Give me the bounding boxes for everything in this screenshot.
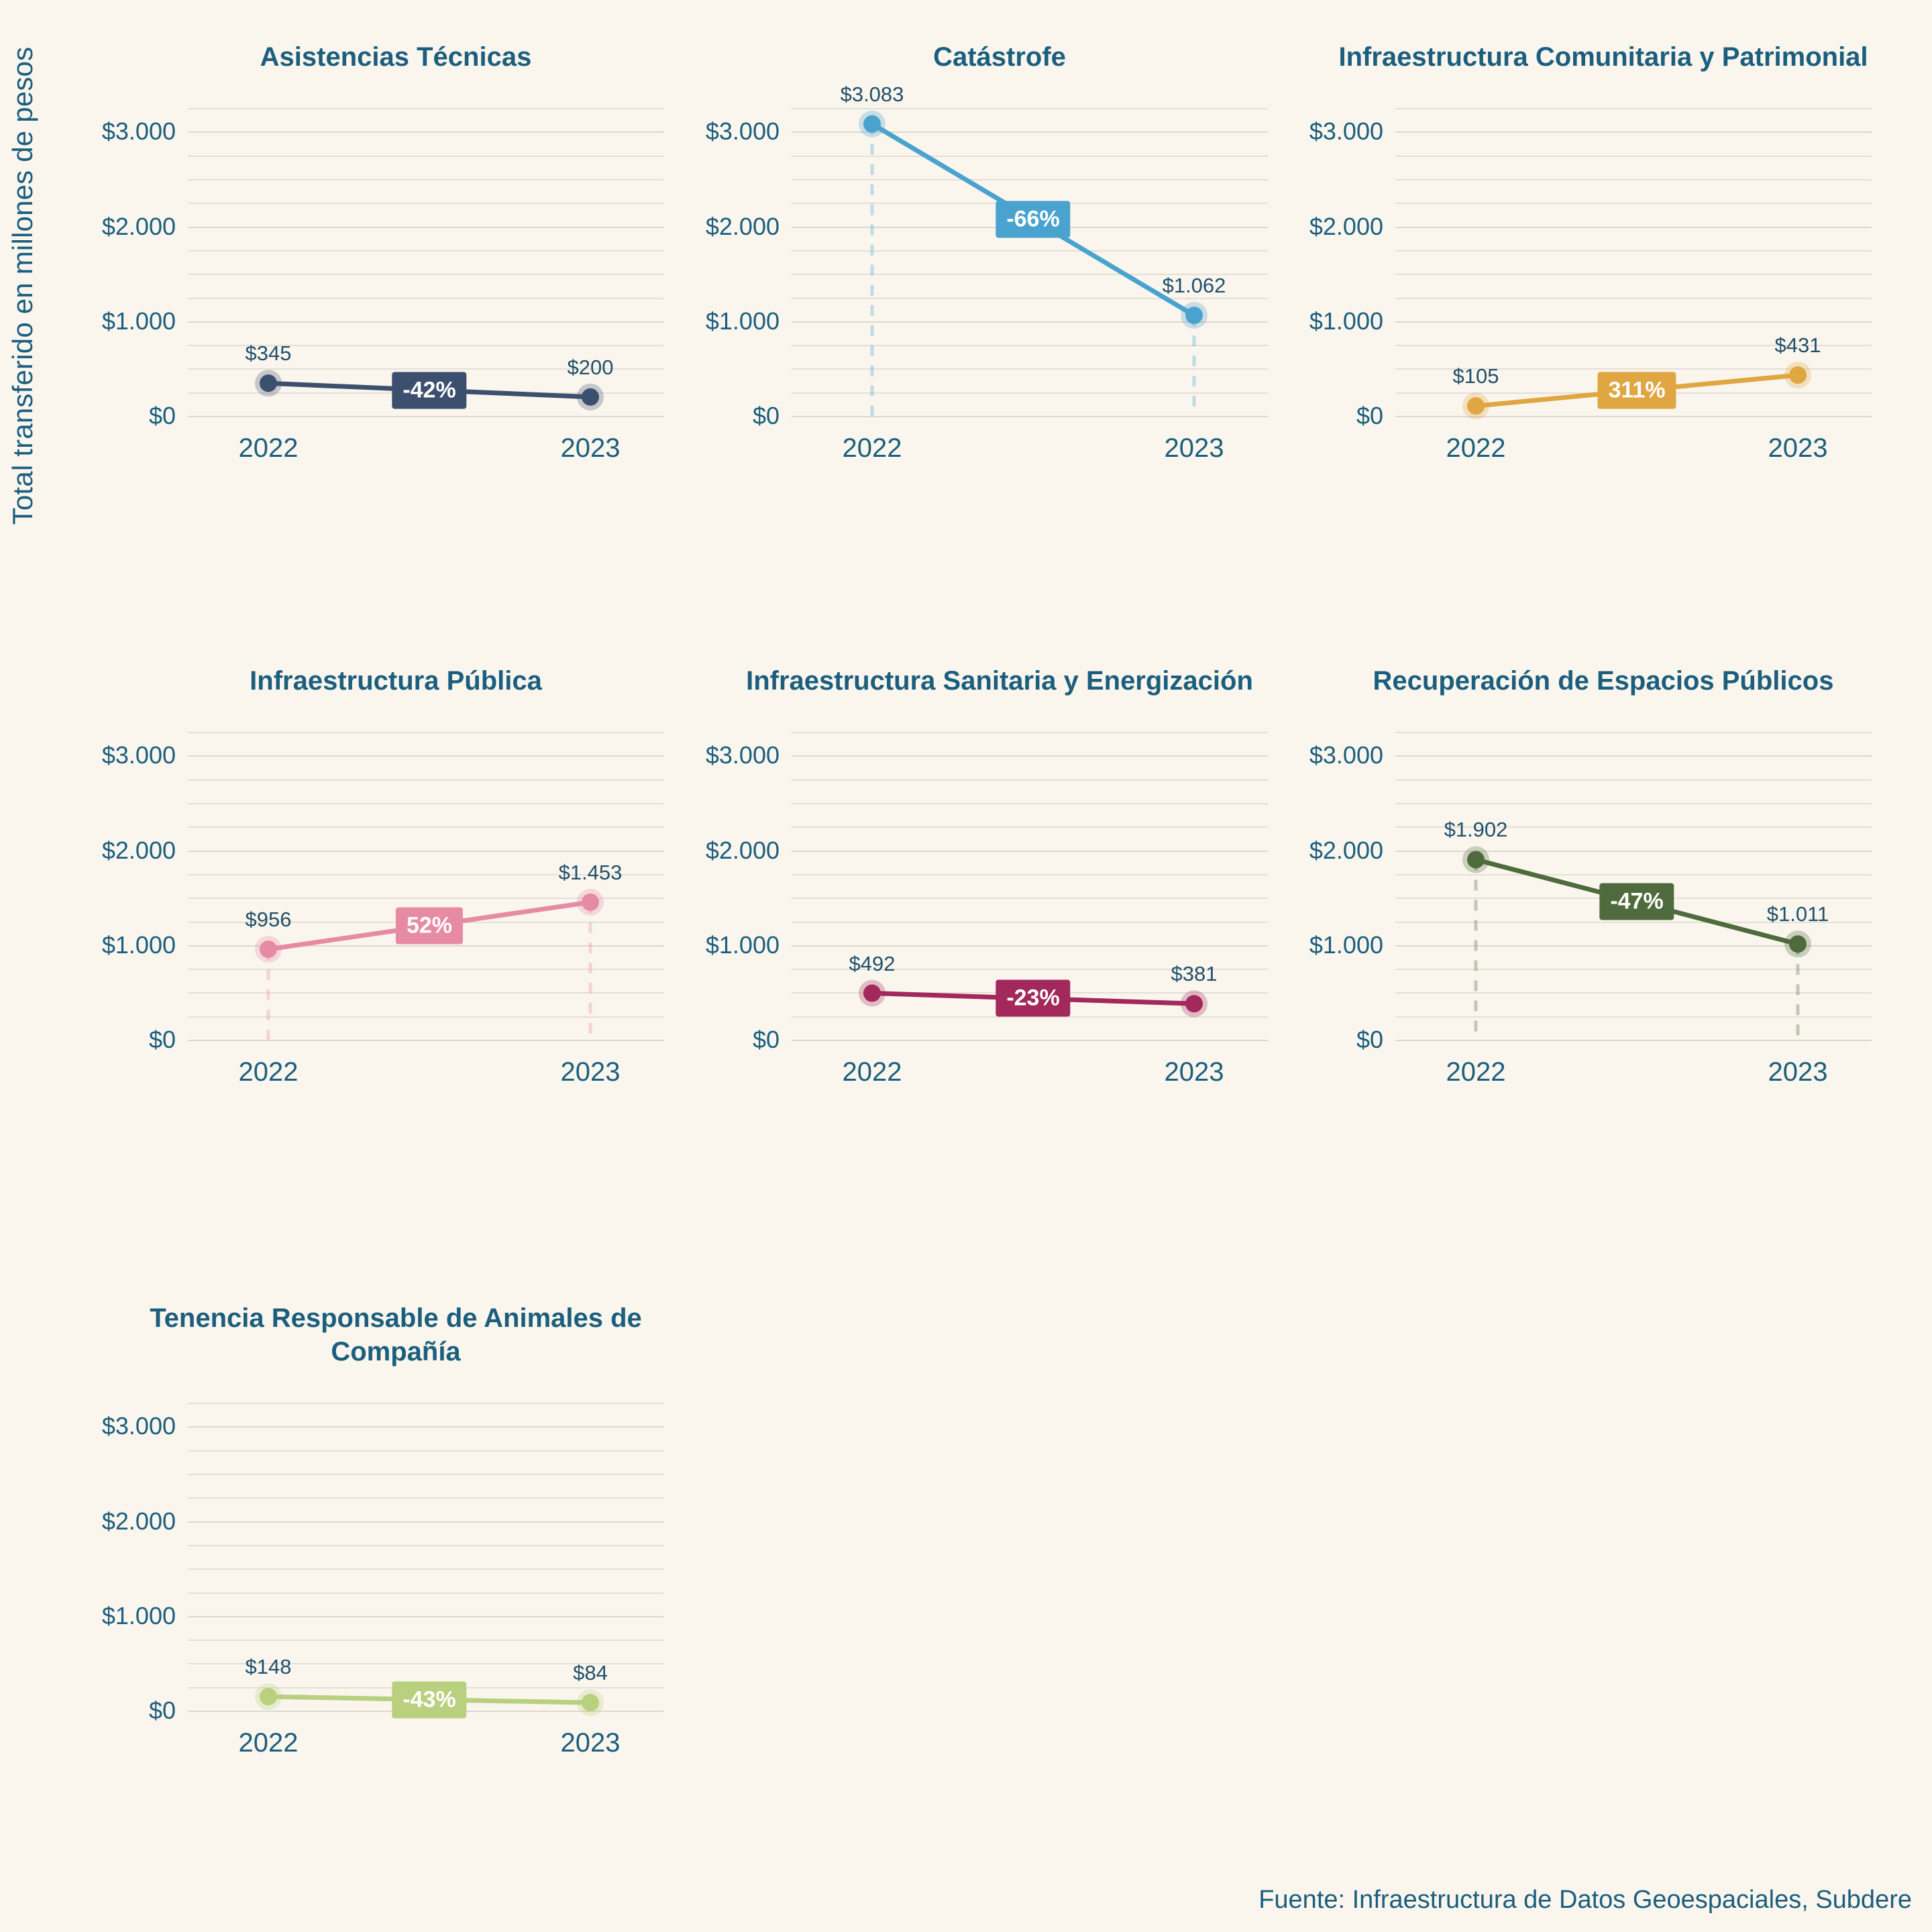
y-tick-label: $3.000 [101, 741, 176, 769]
x-tick-label: 2022 [238, 1728, 299, 1758]
data-point[interactable] [1467, 851, 1485, 868]
gridline [1395, 416, 1872, 417]
x-tick-label: 2023 [560, 1728, 621, 1758]
data-point[interactable] [582, 894, 599, 911]
gridline [188, 416, 664, 417]
y-tick-label: $2.000 [705, 212, 780, 240]
data-point[interactable] [1185, 995, 1203, 1012]
data-point[interactable] [260, 941, 277, 958]
plot-inner [1309, 718, 1872, 1087]
y-tick-label: $3.000 [705, 117, 780, 146]
panel-title: Asistencias Técnicas [260, 42, 532, 72]
y-tick-label: $3.000 [1309, 741, 1383, 769]
data-point[interactable] [1789, 935, 1807, 953]
y-tick-label: $2.000 [101, 212, 176, 240]
y-tick-label: $2.000 [101, 836, 176, 864]
point-value-label: $105 [1452, 364, 1499, 388]
panel-title: Catástrofe [933, 42, 1066, 72]
panel-title: Infraestructura Pública [250, 666, 542, 696]
panel-title: Infraestructura Comunitaria y Patrimonial [1338, 42, 1868, 72]
y-tick-label: $0 [148, 1026, 176, 1053]
gridline [188, 1040, 664, 1041]
x-tick-label: 2022 [1446, 433, 1506, 463]
y-axis-label: Total transferido en millones de pesos [7, 46, 38, 525]
chart-panel [704, 0, 1295, 490]
point-value-label: $1.011 [1766, 902, 1829, 926]
plot-area [101, 1368, 691, 1784]
data-point[interactable] [260, 1688, 277, 1705]
y-tick-label: $2.000 [1309, 836, 1383, 864]
data-point[interactable] [582, 388, 599, 406]
data-point[interactable] [1789, 366, 1807, 384]
change-badge: -47% [1599, 883, 1674, 920]
panel-title: Recuperación de Espacios Públicos [1373, 666, 1834, 696]
data-point[interactable] [1185, 307, 1203, 324]
x-tick-label: 2023 [1164, 433, 1224, 463]
y-tick-label: $1.000 [101, 1601, 176, 1629]
x-tick-label: 2023 [560, 433, 621, 463]
point-value-label: $1.902 [1444, 818, 1508, 842]
y-tick-label: $1.000 [101, 307, 176, 335]
point-value-label: $148 [245, 1655, 292, 1679]
y-tick-label: $2.000 [101, 1507, 176, 1535]
change-badge: -23% [996, 980, 1070, 1017]
plot-area [101, 698, 691, 1114]
y-tick-label: $1.000 [101, 930, 176, 959]
y-tick-label: $3.000 [101, 1412, 176, 1440]
chart-panel [101, 0, 691, 490]
point-value-label: $345 [245, 341, 292, 366]
point-value-label: $381 [1171, 962, 1218, 986]
y-tick-label: $1.000 [1309, 307, 1383, 335]
chart-panel [101, 624, 691, 1114]
chart-panel [1308, 0, 1898, 490]
y-tick-label: $3.000 [1309, 117, 1383, 146]
y-tick-label: $1.000 [705, 307, 780, 335]
y-tick-label: $0 [752, 402, 780, 429]
change-badge: 52% [396, 907, 463, 944]
change-badge: -66% [996, 201, 1070, 238]
plot-area [704, 698, 1295, 1114]
plot-area [1308, 698, 1898, 1114]
x-tick-label: 2023 [1164, 1057, 1224, 1087]
series-svg [792, 94, 1268, 416]
plot-area [101, 74, 691, 490]
plot-inner [101, 718, 664, 1087]
x-tick-label: 2022 [842, 433, 902, 463]
series-svg [1395, 718, 1872, 1040]
gridline [792, 1040, 1268, 1041]
data-point[interactable] [260, 374, 277, 392]
y-tick-label: $3.000 [705, 741, 780, 769]
x-tick-label: 2022 [1446, 1057, 1506, 1087]
chart-panel [101, 1295, 691, 1784]
panel-title: Tenencia Responsable de Animales de Compañía [150, 1303, 642, 1366]
plot-area [1308, 74, 1898, 490]
chart-panel [704, 624, 1295, 1114]
data-point[interactable] [582, 1694, 599, 1711]
point-value-label: $200 [567, 355, 614, 379]
y-tick-label: $0 [752, 1026, 780, 1053]
panel-title: Infraestructura Sanitaria y Energización [746, 666, 1253, 696]
point-value-label: $431 [1774, 333, 1821, 358]
x-tick-label: 2022 [238, 433, 299, 463]
chart-panel [1308, 624, 1898, 1114]
plot-inner [1309, 94, 1872, 463]
x-tick-label: 2022 [842, 1057, 902, 1087]
point-value-label: $1.062 [1162, 274, 1226, 298]
data-point[interactable] [863, 985, 881, 1002]
plot-inner [101, 94, 664, 463]
gridline [1395, 1040, 1872, 1041]
y-tick-label: $2.000 [705, 836, 780, 864]
y-tick-label: $3.000 [101, 117, 176, 146]
point-value-label: $3.083 [840, 82, 904, 106]
x-tick-label: 2023 [1768, 433, 1828, 463]
plot-inner [101, 1389, 664, 1758]
data-point[interactable] [863, 115, 881, 133]
data-point[interactable] [1467, 397, 1485, 415]
y-tick-label: $1.000 [705, 930, 780, 959]
gridline [792, 416, 1268, 417]
point-value-label: $956 [245, 908, 292, 932]
x-tick-label: 2022 [238, 1057, 299, 1087]
source-note: Fuente: Infraestructura de Datos Geoespaciales, Subdere [1258, 1886, 1912, 1914]
y-tick-label: $2.000 [1309, 212, 1383, 240]
change-badge: -43% [392, 1681, 466, 1718]
y-tick-label: $0 [1356, 1026, 1383, 1053]
change-badge: 311% [1597, 372, 1676, 409]
plot-area [704, 74, 1295, 490]
point-value-label: $1.453 [558, 860, 623, 884]
small-multiples-grid [101, 0, 1932, 1932]
plot-inner [705, 718, 1268, 1087]
point-value-label: $84 [573, 1661, 608, 1685]
x-tick-label: 2023 [1768, 1057, 1828, 1087]
point-value-label: $492 [849, 951, 896, 975]
y-tick-label: $0 [1356, 402, 1383, 429]
x-tick-label: 2023 [560, 1057, 621, 1087]
change-badge: -42% [392, 372, 466, 409]
plot-inner [705, 82, 1268, 463]
y-tick-label: $0 [148, 402, 176, 429]
y-tick-label: $1.000 [1309, 930, 1383, 959]
y-tick-label: $0 [148, 1697, 176, 1724]
